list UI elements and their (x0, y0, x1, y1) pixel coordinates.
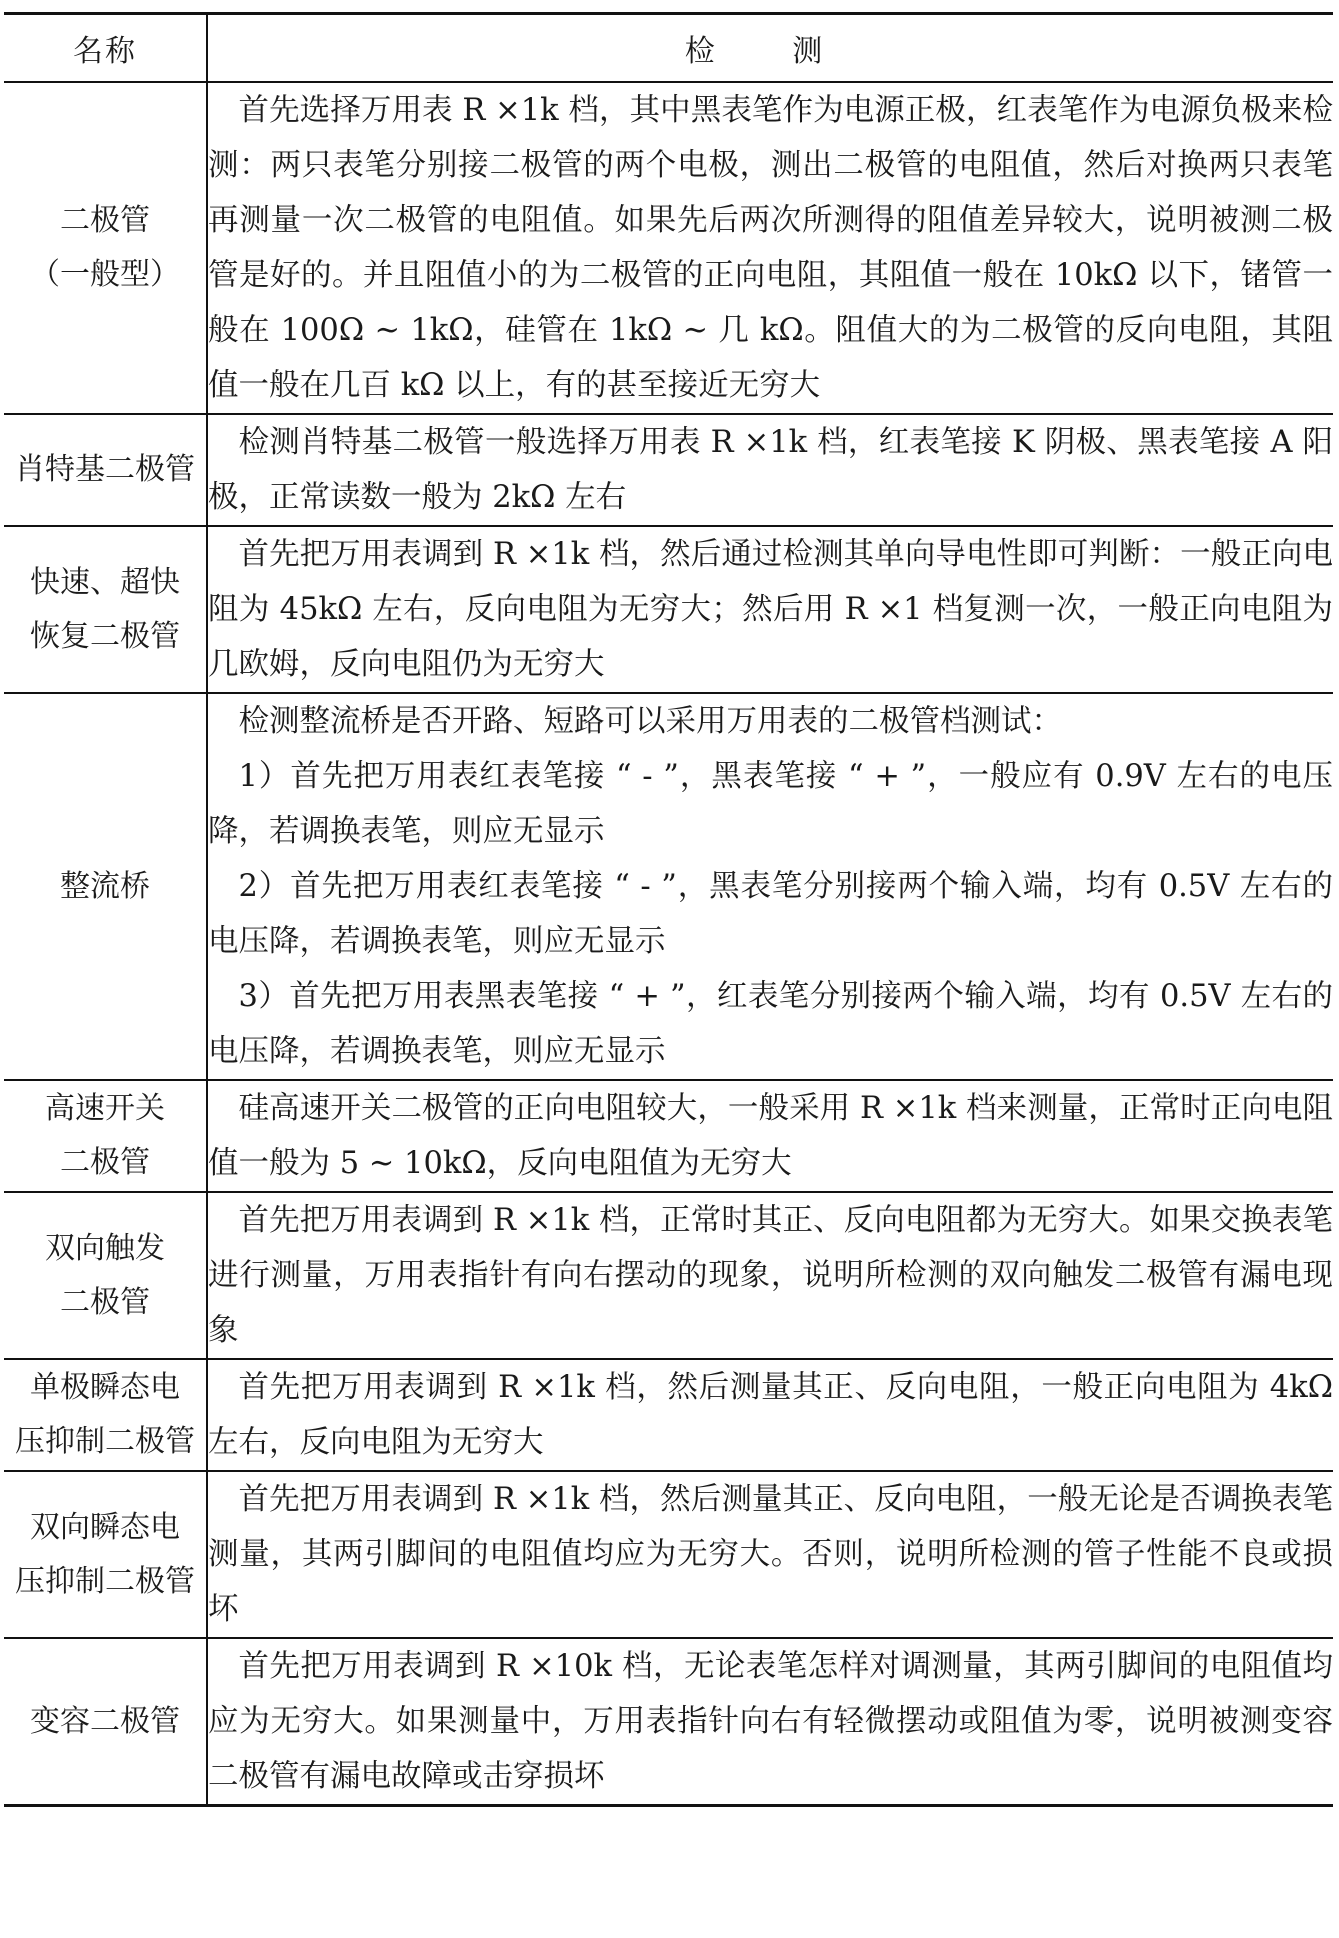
row-detection (207, 526, 1333, 693)
row-detection (207, 1638, 1333, 1806)
table-row (4, 1080, 1333, 1192)
detection-paragraph: 首先把万用表调到 R ×1k 档，然后通过检测其单向导电性即可判断：一般正向电阻为 45kΩ 左右，反向电阻为无穷大；然后用 R ×1 档复测一次，一般正向电阻为几欧姆，反向电阻仍为无穷大 (208, 537, 1333, 682)
row-name (4, 1359, 207, 1471)
table-header-row (4, 14, 1333, 83)
detection-paragraph: 首先选择万用表 R ×1k 档，其中黑表笔作为电源正极，红表笔作为电源负极来检测：两只表笔分别接二极管的两个电极，测出二极管的电阻值，然后对换两只表笔再测量一次二极管的电阻值。如果先后两次所测得的阻值差异较大，说明被测二极管是好的。并且阻值小的为二极管的正向电阻，其阻值一般在 10kΩ 以下，锗管一般在 100Ω ~ 1kΩ，硅管在 1kΩ ~ 几 kΩ。阻值大的为二极管的反向电阻，其阻值一般在几百 kΩ 以上，有的甚至接近无穷大 (208, 93, 1333, 403)
table-row (4, 1192, 1333, 1359)
row-detection (207, 1471, 1333, 1638)
table-row (4, 414, 1333, 526)
detection-paragraph: 检测肖特基二极管一般选择万用表 R ×1k 档，红表笔接 K 阴极、黑表笔接 A 阳极，正常读数一般为 2kΩ 左右 (208, 425, 1333, 515)
row-detection (207, 414, 1333, 526)
detection-paragraph: 首先把万用表调到 R ×10k 档，无论表笔怎样对调测量，其两引脚间的电阻值均应为无穷大。如果测量中，万用表指针向右有轻微摆动或阻值为零，说明被测变容二极管有漏电故障或击穿损坏 (208, 1649, 1333, 1794)
row-detection (207, 1359, 1333, 1471)
detection-paragraph: 硅高速开关二极管的正向电阻较大，一般采用 R ×1k 档来测量，正常时正向电阻值一般为 5 ~ 10kΩ，反向电阻值为无穷大 (208, 1091, 1333, 1181)
row-name-line: 二极管 (60, 1145, 150, 1180)
table-row (4, 1471, 1333, 1638)
row-name (4, 1192, 207, 1359)
row-name-line: 肖特基二极管 (15, 452, 195, 487)
row-detection (207, 693, 1333, 1080)
row-detection (207, 1080, 1333, 1192)
header-name: 名称 (4, 14, 207, 83)
row-name (4, 1471, 207, 1638)
row-name (4, 414, 207, 526)
row-name-line: 二极管 (60, 203, 150, 238)
row-name-line: （一般型） (30, 257, 180, 292)
detection-paragraph: 3）首先把万用表黑表笔接 “ + ”，红表笔分别接两个输入端，均有 0.5V 左右的电压降，若调换表笔，则应无显示 (208, 979, 1333, 1069)
row-name-line: 快速、超快 (30, 564, 180, 600)
detection-paragraph: 1）首先把万用表红表笔接 “ - ”，黑表笔接 “ + ”，一般应有 0.9V 左右的电压降，若调换表笔，则应无显示 (208, 759, 1333, 849)
row-name-line: 高速开关 (45, 1091, 165, 1126)
row-detection (207, 1192, 1333, 1359)
diode-detection-table (4, 12, 1333, 1807)
row-name (4, 1080, 207, 1192)
detection-paragraph: 首先把万用表调到 R ×1k 档，然后测量其正、反向电阻，一般无论是否调换表笔测量，其两引脚间的电阻值均应为无穷大。否则，说明所检测的管子性能不良或损坏 (208, 1482, 1333, 1627)
row-name-line: 二极管 (60, 1284, 150, 1320)
row-name-line: 恢复二极管 (30, 618, 180, 654)
table-row (4, 526, 1333, 693)
detection-paragraph: 首先把万用表调到 R ×1k 档，然后测量其正、反向电阻，一般正向电阻为 4kΩ 左右，反向电阻为无穷大 (208, 1370, 1333, 1460)
row-name (4, 1638, 207, 1806)
header-detect: 检 测 (207, 14, 1333, 83)
row-name-line: 压抑制二极管 (15, 1563, 195, 1599)
detection-paragraph: 检测整流桥是否开路、短路可以采用万用表的二极管档测试： (238, 704, 1062, 739)
row-name (4, 526, 207, 693)
detection-paragraph: 首先把万用表调到 R ×1k 档，正常时其正、反向电阻都为无穷大。如果交换表笔进行测量，万用表指针有向右摆动的现象，说明所检测的双向触发二极管有漏电现象 (208, 1203, 1333, 1348)
row-name (4, 693, 207, 1080)
table-row (4, 1359, 1333, 1471)
row-name (4, 82, 207, 414)
row-name-line: 单极瞬态电 (30, 1370, 180, 1405)
table-row (4, 82, 1333, 414)
detection-paragraph: 2）首先把万用表红表笔接 “ - ”，黑表笔分别接两个输入端，均有 0.5V 左右的电压降，若调换表笔，则应无显示 (208, 869, 1333, 959)
table-row (4, 1638, 1333, 1806)
row-name-line: 双向瞬态电 (30, 1509, 180, 1545)
table-row (4, 693, 1333, 1080)
row-name-line: 压抑制二极管 (15, 1424, 195, 1459)
row-name-line: 整流桥 (60, 868, 150, 904)
row-name-line: 变容二极管 (30, 1703, 180, 1739)
row-name-line: 双向触发 (45, 1230, 165, 1266)
row-detection (207, 82, 1333, 414)
